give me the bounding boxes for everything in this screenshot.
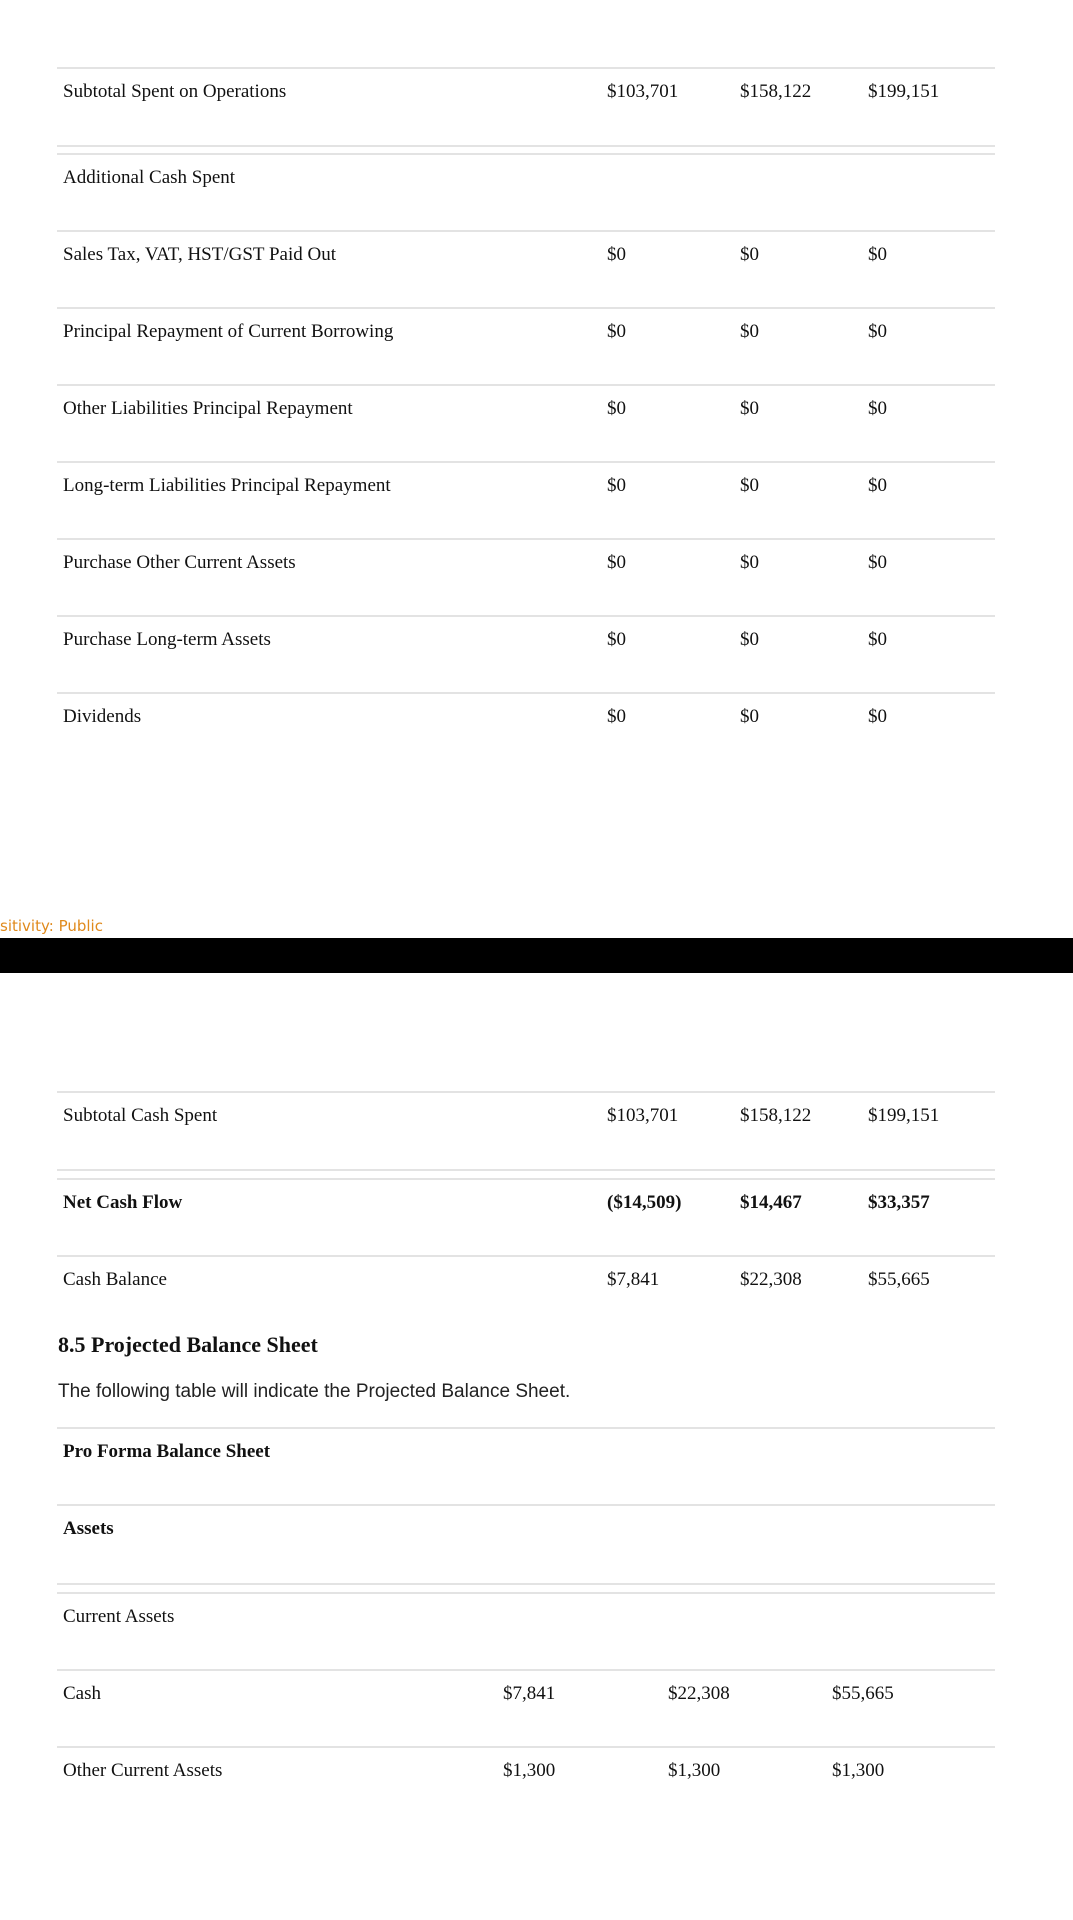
table-row xyxy=(57,538,995,617)
page-break-band xyxy=(0,938,1073,973)
value-year-1: $0 xyxy=(607,475,626,496)
table-row-title xyxy=(57,1427,995,1506)
value-year-3: $0 xyxy=(868,321,887,342)
row-label: Net Cash Flow xyxy=(63,1192,183,1213)
value-year-2: $0 xyxy=(740,398,759,419)
value-year-2: $14,467 xyxy=(740,1192,802,1213)
value-year-3: $199,151 xyxy=(868,1105,940,1126)
section-title: 8.5 Projected Balance Sheet xyxy=(58,1332,318,1357)
value-year-1: $0 xyxy=(607,244,626,265)
sensitivity-label: sitivity: Public xyxy=(0,917,103,935)
value-year-3: $33,357 xyxy=(868,1192,930,1213)
table-row-current-assets xyxy=(57,1592,995,1671)
table-row-net-cash-flow xyxy=(57,1178,995,1257)
value-year-2: $158,122 xyxy=(740,1105,812,1126)
value-year-1: $103,701 xyxy=(607,81,679,102)
table-row xyxy=(57,1669,995,1748)
value-year-3: $0 xyxy=(868,706,887,727)
value-year-1: $0 xyxy=(607,321,626,342)
table-row-subtotal-operations xyxy=(57,67,995,147)
row-label: Current Assets xyxy=(63,1606,175,1627)
row-label: Cash xyxy=(63,1683,101,1704)
value-year-1: $0 xyxy=(607,629,626,650)
value-year-3: $0 xyxy=(868,552,887,573)
value-year-3: $0 xyxy=(868,475,887,496)
value-year-1: ($14,509) xyxy=(607,1192,682,1213)
table-row xyxy=(57,692,995,771)
value-year-1: $0 xyxy=(607,398,626,419)
row-label: Other Current Assets xyxy=(63,1760,223,1781)
value-year-3: $55,665 xyxy=(832,1683,894,1704)
table-row xyxy=(57,384,995,463)
value-year-2: $0 xyxy=(740,244,759,265)
row-label: Purchase Other Current Assets xyxy=(63,552,296,573)
value-year-1: $7,841 xyxy=(503,1683,556,1704)
value-year-3: $55,665 xyxy=(868,1269,930,1290)
value-year-2: $0 xyxy=(740,475,759,496)
value-year-3: $0 xyxy=(868,629,887,650)
table-row xyxy=(57,307,995,386)
value-year-2: $0 xyxy=(740,552,759,573)
row-label: Sales Tax, VAT, HST/GST Paid Out xyxy=(63,244,336,265)
value-year-3: $0 xyxy=(868,244,887,265)
table-title: Pro Forma Balance Sheet xyxy=(63,1441,271,1462)
value-year-3: $0 xyxy=(868,398,887,419)
value-year-2: $1,300 xyxy=(668,1760,721,1781)
value-year-2: $22,308 xyxy=(740,1269,802,1290)
value-year-1: $103,701 xyxy=(607,1105,679,1126)
value-year-1: $7,841 xyxy=(607,1269,660,1290)
value-year-1: $0 xyxy=(607,552,626,573)
table-row xyxy=(57,461,995,540)
table-row-cash-balance xyxy=(57,1255,995,1327)
value-year-2: $0 xyxy=(740,706,759,727)
row-label: Assets xyxy=(63,1518,114,1539)
value-year-3: $199,151 xyxy=(868,81,940,102)
value-year-1: $0 xyxy=(607,706,626,727)
row-label: Principal Repayment of Current Borrowing xyxy=(63,321,394,342)
table-row xyxy=(57,230,995,309)
row-label: Additional Cash Spent xyxy=(63,167,236,188)
value-year-2: $0 xyxy=(740,321,759,342)
row-label: Subtotal Spent on Operations xyxy=(63,81,287,102)
value-year-3: $1,300 xyxy=(832,1760,885,1781)
row-label: Dividends xyxy=(63,706,142,727)
row-label: Cash Balance xyxy=(63,1269,167,1290)
value-year-2: $158,122 xyxy=(740,81,812,102)
value-year-2: $22,308 xyxy=(668,1683,730,1704)
table-row-subtotal-cash-spent xyxy=(57,1091,995,1171)
row-label: Purchase Long-term Assets xyxy=(63,629,271,650)
table-row-assets xyxy=(57,1504,995,1585)
value-year-1: $1,300 xyxy=(503,1760,556,1781)
row-label: Long-term Liabilities Principal Repayment xyxy=(63,475,391,496)
row-label: Other Liabilities Principal Repayment xyxy=(63,398,353,419)
intro-paragraph: The following table will indicate the Projected Balance Sheet. xyxy=(58,1381,571,1402)
table-row-additional-heading xyxy=(57,153,995,232)
table-row xyxy=(57,615,995,694)
table-row xyxy=(57,1746,995,1825)
value-year-2: $0 xyxy=(740,629,759,650)
row-label: Subtotal Cash Spent xyxy=(63,1105,218,1126)
